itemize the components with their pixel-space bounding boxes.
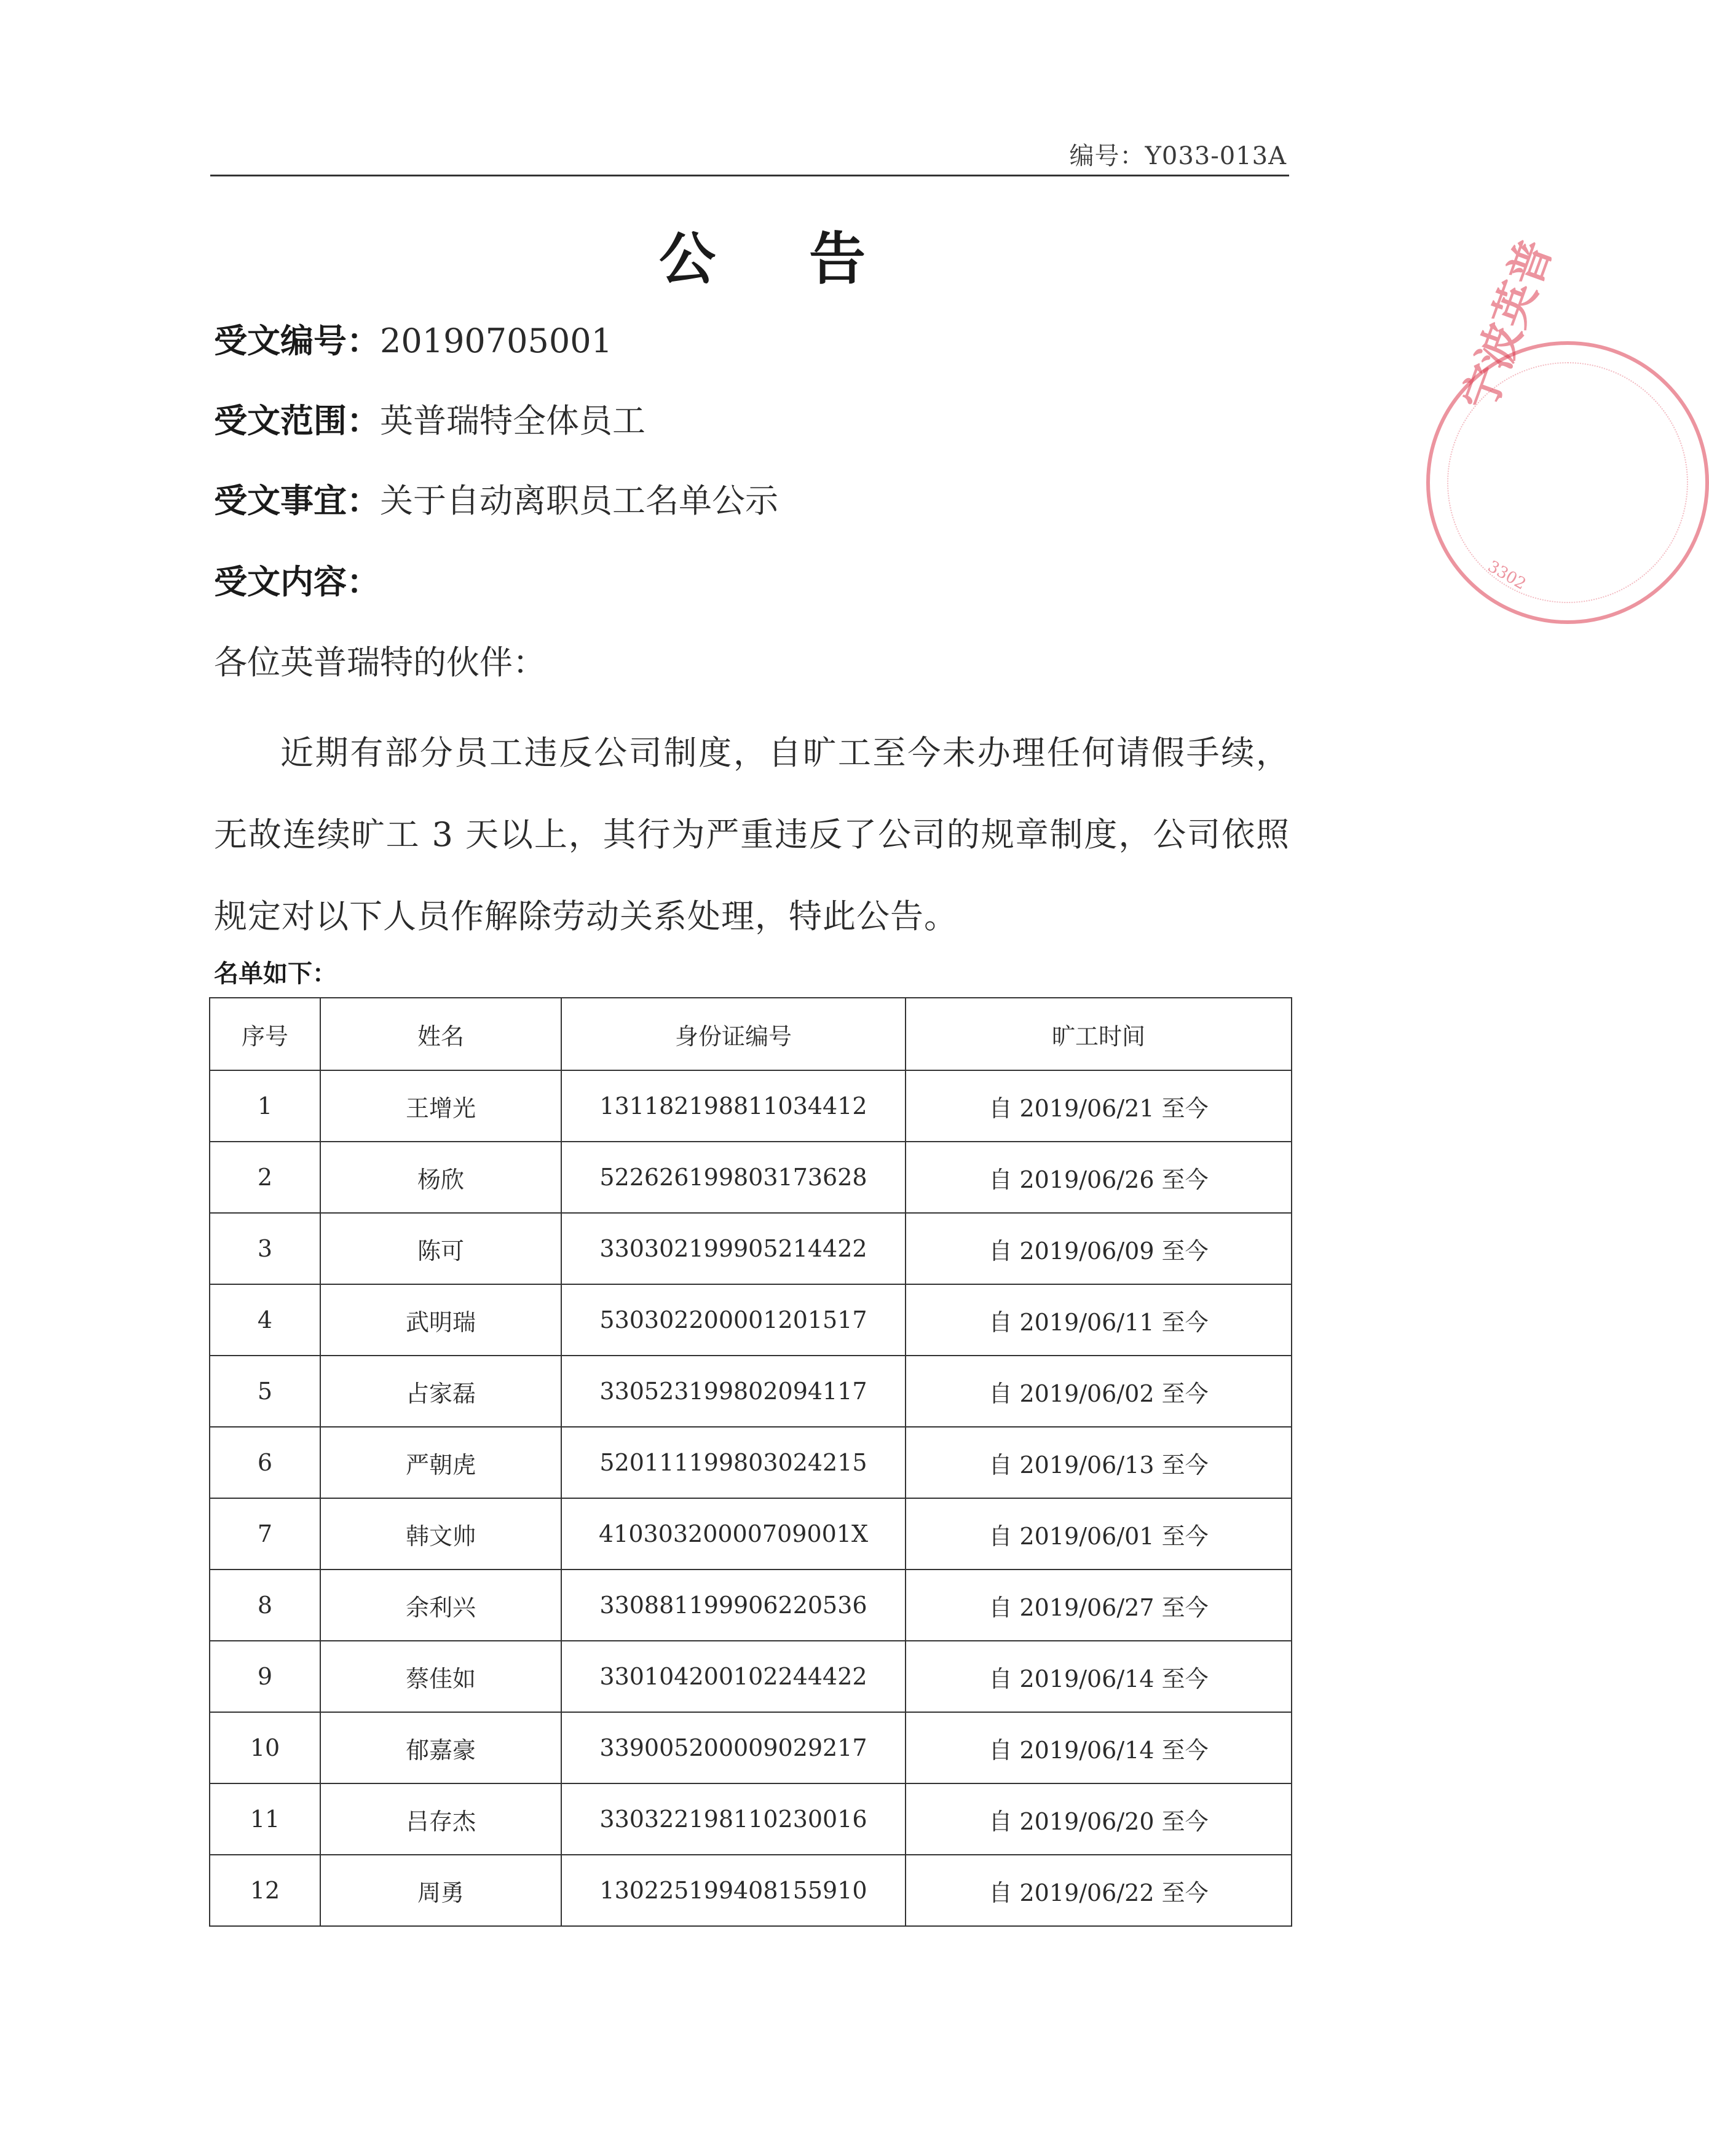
- cell-name: 占家磊: [320, 1356, 561, 1427]
- field-doc-number: [214, 315, 612, 362]
- cell-seq: 12: [210, 1855, 320, 1926]
- cell-id-number: 330302199905214422: [561, 1213, 906, 1284]
- header-name: 姓名: [320, 998, 561, 1070]
- cell-absence-period: 自 2019/06/14 至今: [906, 1712, 1292, 1783]
- cell-absence-period: 自 2019/06/14 至今: [906, 1641, 1292, 1712]
- cell-absence-period: 自 2019/06/26 至今: [906, 1142, 1292, 1213]
- document-code: 编号：Y033-013A: [1069, 142, 1287, 170]
- cell-name: 周勇: [320, 1855, 561, 1926]
- cell-seq: 11: [210, 1783, 320, 1855]
- cell-seq: 3: [210, 1213, 320, 1284]
- cell-id-number: 130225199408155910: [561, 1855, 906, 1926]
- cell-id-number: 339005200009029217: [561, 1712, 906, 1783]
- dismissal-table: [209, 997, 1292, 1927]
- table-row: [210, 1427, 1292, 1498]
- cell-name: 韩文帅: [320, 1498, 561, 1570]
- cell-seq: 10: [210, 1712, 320, 1783]
- table-row: [210, 1855, 1292, 1926]
- cell-name: 王增光: [320, 1070, 561, 1142]
- cell-seq: 8: [210, 1570, 320, 1641]
- field-doc-number-value: 20190705001: [380, 322, 612, 360]
- cell-absence-period: 自 2019/06/20 至今: [906, 1783, 1292, 1855]
- list-caption: 名单如下：: [214, 960, 337, 988]
- cell-name: 蔡佳如: [320, 1641, 561, 1712]
- cell-absence-period: 自 2019/06/27 至今: [906, 1570, 1292, 1641]
- field-subject: [214, 475, 778, 522]
- field-content: [214, 556, 380, 603]
- cell-seq: 6: [210, 1427, 320, 1498]
- cell-id-number: 131182198811034412: [561, 1070, 906, 1142]
- cell-name: 杨欣: [320, 1142, 561, 1213]
- header-seq: 序号: [210, 998, 320, 1070]
- cell-name: 吕存杰: [320, 1783, 561, 1855]
- table-header-row: [210, 998, 1292, 1070]
- table-row: [210, 1213, 1292, 1284]
- cell-absence-period: 自 2019/06/09 至今: [906, 1213, 1292, 1284]
- table-row: [210, 1498, 1292, 1570]
- cell-id-number: 330523199802094117: [561, 1356, 906, 1427]
- cell-seq: 9: [210, 1641, 320, 1712]
- table-row: [210, 1284, 1292, 1356]
- cell-id-number: 522626199803173628: [561, 1142, 906, 1213]
- cell-name: 武明瑞: [320, 1284, 561, 1356]
- header-divider: [210, 175, 1289, 176]
- cell-name: 陈可: [320, 1213, 561, 1284]
- table-row: [210, 1570, 1292, 1641]
- table-body: [210, 1070, 1292, 1926]
- field-scope-value: 英普瑞特全体员工: [380, 401, 645, 440]
- cell-seq: 2: [210, 1142, 320, 1213]
- cell-id-number: 330322198110230016: [561, 1783, 906, 1855]
- cell-name: 余利兴: [320, 1570, 561, 1641]
- cell-seq: 1: [210, 1070, 320, 1142]
- table-row: [210, 1070, 1292, 1142]
- cell-seq: 7: [210, 1498, 320, 1570]
- cell-id-number: 530302200001201517: [561, 1284, 906, 1356]
- table-row: [210, 1783, 1292, 1855]
- field-subject-value: 关于自动离职员工名单公示: [380, 481, 778, 520]
- header-id-number: 身份证编号: [561, 998, 906, 1070]
- field-doc-number-label: 受文编号：: [214, 322, 380, 360]
- table-row: [210, 1356, 1292, 1427]
- cell-id-number: 520111199803024215: [561, 1427, 906, 1498]
- field-subject-label: 受文事宜：: [214, 481, 380, 520]
- table-row: [210, 1142, 1292, 1213]
- header-absence-period: 旷工时间: [906, 998, 1292, 1070]
- cell-absence-period: 自 2019/06/01 至今: [906, 1498, 1292, 1570]
- table-row: [210, 1712, 1292, 1783]
- cell-id-number: 41030320000709001X: [561, 1498, 906, 1570]
- cell-id-number: 330104200102244422: [561, 1641, 906, 1712]
- cell-absence-period: 自 2019/06/13 至今: [906, 1427, 1292, 1498]
- cell-id-number: 330881199906220536: [561, 1570, 906, 1641]
- seal-number: 3302: [1484, 557, 1529, 594]
- cell-absence-period: 自 2019/06/02 至今: [906, 1356, 1292, 1427]
- seal-characters: 宁波英普: [1453, 233, 1562, 417]
- table-row: [210, 1641, 1292, 1712]
- page-title: 公 告: [658, 226, 903, 292]
- cell-absence-period: 自 2019/06/11 至今: [906, 1284, 1292, 1356]
- field-scope-label: 受文范围：: [214, 401, 380, 440]
- cell-seq: 4: [210, 1284, 320, 1356]
- company-seal: [1426, 233, 1709, 624]
- cell-seq: 5: [210, 1356, 320, 1427]
- greeting: 各位英普瑞特的伙伴：: [214, 643, 546, 682]
- cell-name: 严朝虎: [320, 1427, 561, 1498]
- cell-absence-period: 自 2019/06/22 至今: [906, 1855, 1292, 1926]
- cell-name: 郁嘉豪: [320, 1712, 561, 1783]
- field-content-label: 受文内容：: [214, 563, 380, 601]
- cell-absence-period: 自 2019/06/21 至今: [906, 1070, 1292, 1142]
- field-scope: [214, 395, 645, 442]
- announcement-paragraph: 近期有部分员工违反公司制度，自旷工至今未办理任何请假手续，无故连续旷工 3 天以上，其行为严重违反了公司的规章制度，公司依照规定对以下人员作解除劳动关系处理，特此公告。: [214, 733, 1290, 936]
